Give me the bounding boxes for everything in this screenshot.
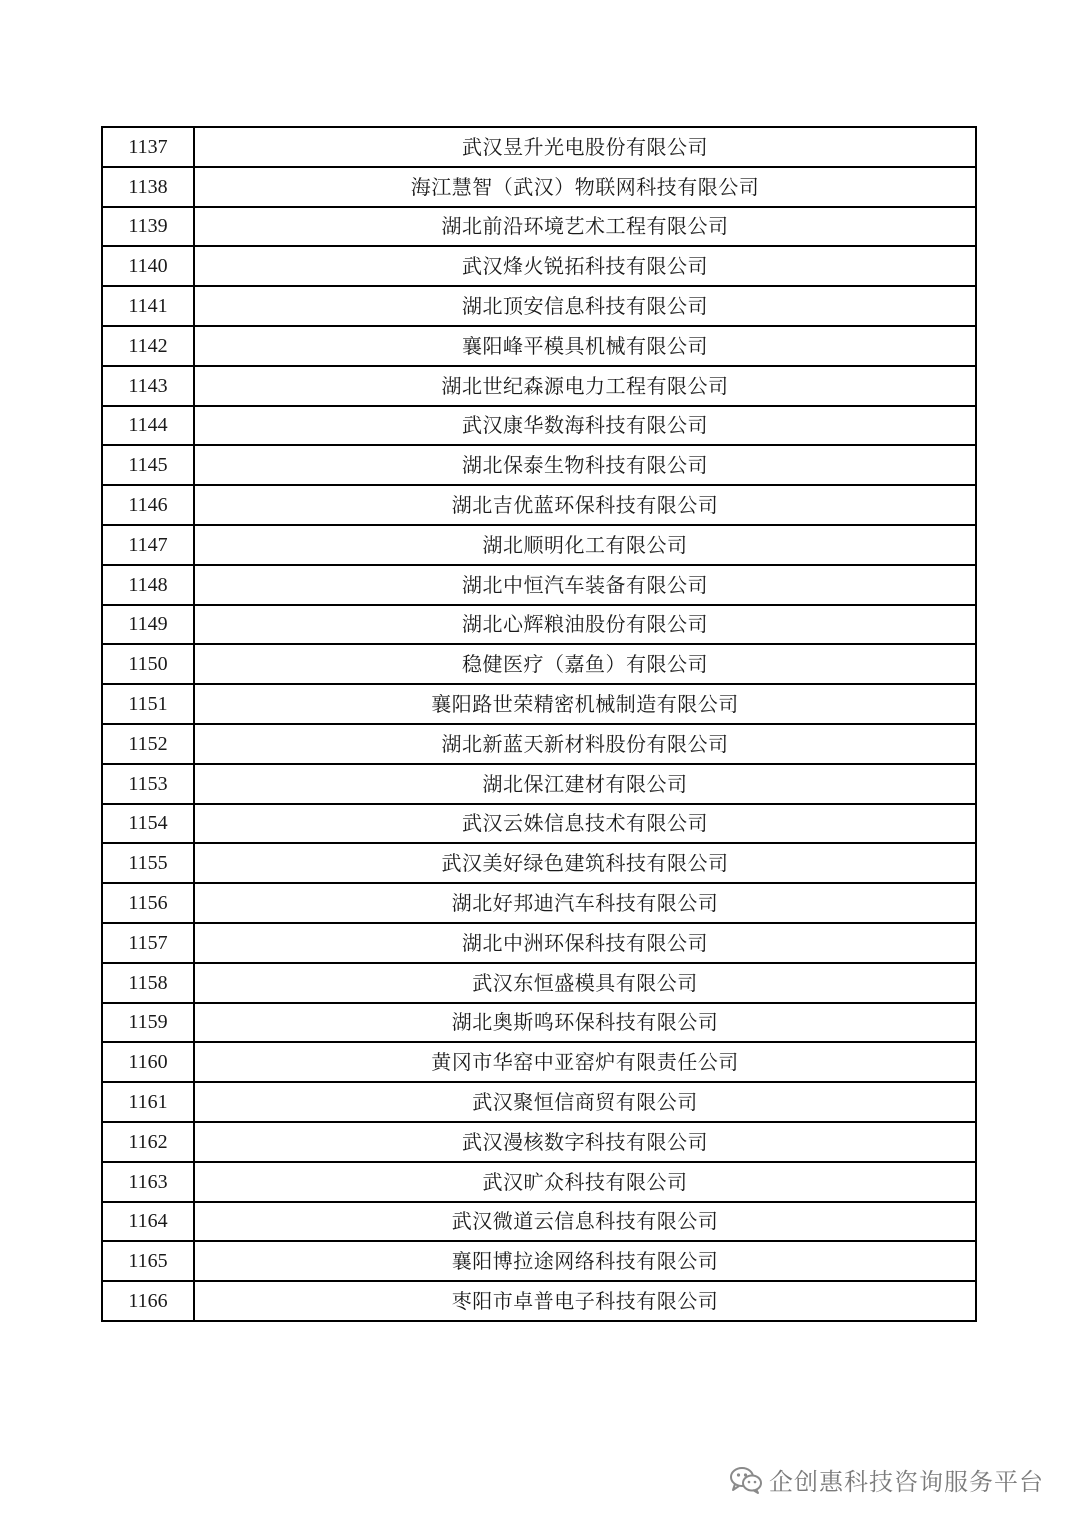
table-row [102, 1241, 976, 1281]
row-number-cell: 1143 [102, 366, 194, 406]
company-name-cell: 湖北中洲环保科技有限公司 [194, 923, 976, 963]
company-name-cell: 武汉微道云信息科技有限公司 [194, 1202, 976, 1242]
watermark [729, 1462, 1044, 1497]
row-number-cell: 1153 [102, 764, 194, 804]
table-row [102, 406, 976, 446]
company-name-cell: 湖北保江建材有限公司 [194, 764, 976, 804]
table-row [102, 963, 976, 1003]
company-name-cell: 湖北前沿环境艺术工程有限公司 [194, 207, 976, 247]
table-row [102, 724, 976, 764]
table-row [102, 1281, 976, 1321]
company-name-cell: 武汉云姝信息技术有限公司 [194, 804, 976, 844]
company-name-cell: 海江慧智（武汉）物联网科技有限公司 [194, 167, 976, 207]
company-name-cell: 武汉昱升光电股份有限公司 [194, 127, 976, 167]
row-number-cell: 1154 [102, 804, 194, 844]
company-name-cell: 湖北世纪森源电力工程有限公司 [194, 366, 976, 406]
company-name-cell: 武汉漫核数字科技有限公司 [194, 1122, 976, 1162]
row-number-cell: 1148 [102, 565, 194, 605]
table-row [102, 1042, 976, 1082]
company-name-cell: 湖北顺明化工有限公司 [194, 525, 976, 565]
table-row [102, 366, 976, 406]
company-name-cell: 襄阳博拉途网络科技有限公司 [194, 1241, 976, 1281]
table-row [102, 565, 976, 605]
row-number-cell: 1142 [102, 326, 194, 366]
row-number-cell: 1145 [102, 445, 194, 485]
table-row [102, 1003, 976, 1043]
company-name-cell: 武汉烽火锐拓科技有限公司 [194, 246, 976, 286]
table-row [102, 1162, 976, 1202]
row-number-cell: 1166 [102, 1281, 194, 1321]
table-row [102, 923, 976, 963]
row-number-cell: 1155 [102, 843, 194, 883]
company-name-cell: 湖北吉优蓝环保科技有限公司 [194, 485, 976, 525]
row-number-cell: 1139 [102, 207, 194, 247]
table-row [102, 207, 976, 247]
company-name-cell: 黄冈市华窑中亚窑炉有限责任公司 [194, 1042, 976, 1082]
company-name-cell: 湖北新蓝天新材料股份有限公司 [194, 724, 976, 764]
table-row [102, 1202, 976, 1242]
company-name-cell: 湖北好邦迪汽车科技有限公司 [194, 883, 976, 923]
company-name-cell: 湖北中恒汽车装备有限公司 [194, 565, 976, 605]
row-number-cell: 1160 [102, 1042, 194, 1082]
row-number-cell: 1156 [102, 883, 194, 923]
row-number-cell: 1161 [102, 1082, 194, 1122]
row-number-cell: 1146 [102, 485, 194, 525]
company-list-table [101, 126, 977, 1322]
company-name-cell: 武汉东恒盛模具有限公司 [194, 963, 976, 1003]
table-row [102, 804, 976, 844]
row-number-cell: 1163 [102, 1162, 194, 1202]
company-name-cell: 襄阳路世荣精密机械制造有限公司 [194, 684, 976, 724]
company-name-cell: 湖北奥斯鸣环保科技有限公司 [194, 1003, 976, 1043]
row-number-cell: 1141 [102, 286, 194, 326]
row-number-cell: 1165 [102, 1241, 194, 1281]
table-row [102, 1082, 976, 1122]
company-name-cell: 枣阳市卓普电子科技有限公司 [194, 1281, 976, 1321]
table-row [102, 644, 976, 684]
row-number-cell: 1164 [102, 1202, 194, 1242]
row-number-cell: 1158 [102, 963, 194, 1003]
row-number-cell: 1137 [102, 127, 194, 167]
row-number-cell: 1162 [102, 1122, 194, 1162]
wechat-icon [729, 1465, 763, 1495]
company-name-cell: 湖北心辉粮油股份有限公司 [194, 605, 976, 645]
table-row [102, 843, 976, 883]
row-number-cell: 1157 [102, 923, 194, 963]
table-row [102, 127, 976, 167]
row-number-cell: 1159 [102, 1003, 194, 1043]
company-name-cell: 湖北顶安信息科技有限公司 [194, 286, 976, 326]
table-row [102, 445, 976, 485]
table-row [102, 485, 976, 525]
row-number-cell: 1144 [102, 406, 194, 446]
table-row [102, 326, 976, 366]
table-row [102, 684, 976, 724]
row-number-cell: 1147 [102, 525, 194, 565]
row-number-cell: 1151 [102, 684, 194, 724]
row-number-cell: 1149 [102, 605, 194, 645]
table-row [102, 286, 976, 326]
company-name-cell: 稳健医疗（嘉鱼）有限公司 [194, 644, 976, 684]
company-name-cell: 襄阳峰平模具机械有限公司 [194, 326, 976, 366]
company-name-cell: 武汉旷众科技有限公司 [194, 1162, 976, 1202]
watermark-text: 企创惠科技咨询服务平台 [769, 1468, 1044, 1496]
company-name-cell: 湖北保泰生物科技有限公司 [194, 445, 976, 485]
table-row [102, 525, 976, 565]
table-row [102, 605, 976, 645]
row-number-cell: 1150 [102, 644, 194, 684]
table-row [102, 883, 976, 923]
company-name-cell: 武汉聚恒信商贸有限公司 [194, 1082, 976, 1122]
row-number-cell: 1152 [102, 724, 194, 764]
row-number-cell: 1138 [102, 167, 194, 207]
table-row [102, 1122, 976, 1162]
company-name-cell: 武汉康华数海科技有限公司 [194, 406, 976, 446]
company-list-body [102, 127, 976, 1321]
row-number-cell: 1140 [102, 246, 194, 286]
company-name-cell: 武汉美好绿色建筑科技有限公司 [194, 843, 976, 883]
table-row [102, 764, 976, 804]
table-row [102, 246, 976, 286]
table-row [102, 167, 976, 207]
